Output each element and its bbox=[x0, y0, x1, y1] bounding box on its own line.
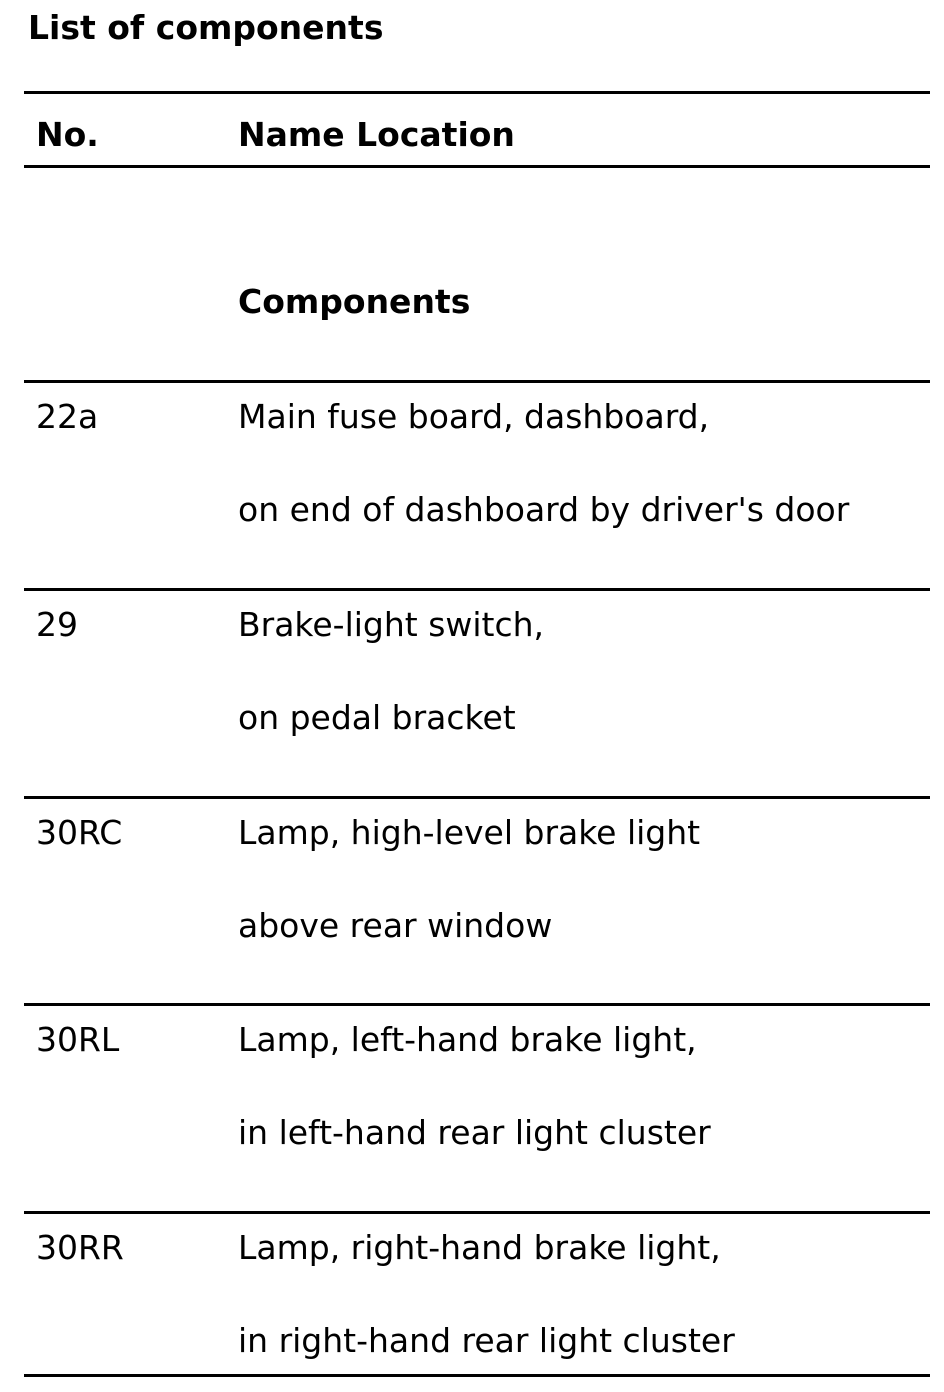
row-divider bbox=[24, 380, 930, 383]
section-label: Components bbox=[238, 282, 471, 321]
row-location: in right-hand rear light cluster bbox=[238, 1321, 735, 1360]
row-name: Brake-light switch, bbox=[238, 605, 545, 644]
row-name: Main fuse board, dashboard, bbox=[238, 397, 710, 436]
row-divider bbox=[24, 1003, 930, 1006]
row-divider bbox=[24, 588, 930, 591]
header-name-location: Name Location bbox=[238, 115, 515, 154]
row-divider bbox=[24, 796, 930, 799]
row-number: 29 bbox=[36, 605, 78, 644]
row-location: in left-hand rear light cluster bbox=[238, 1113, 711, 1152]
row-number: 22a bbox=[36, 397, 99, 436]
row-location: on pedal bracket bbox=[238, 698, 516, 737]
header-no: No. bbox=[36, 115, 99, 154]
table-bottom-rule bbox=[24, 1374, 930, 1377]
row-number: 30RR bbox=[36, 1228, 124, 1267]
row-number: 30RL bbox=[36, 1020, 120, 1059]
row-number: 30RC bbox=[36, 813, 123, 852]
row-name: Lamp, high-level brake light bbox=[238, 813, 701, 852]
row-divider bbox=[24, 1211, 930, 1214]
header-rule bbox=[24, 165, 930, 168]
row-name: Lamp, right-hand brake light, bbox=[238, 1228, 721, 1267]
table-top-rule bbox=[24, 91, 930, 94]
row-location: above rear window bbox=[238, 906, 553, 945]
page-title: List of components bbox=[28, 8, 384, 47]
row-name: Lamp, left-hand brake light, bbox=[238, 1020, 697, 1059]
row-location: on end of dashboard by driver's door bbox=[238, 490, 850, 529]
